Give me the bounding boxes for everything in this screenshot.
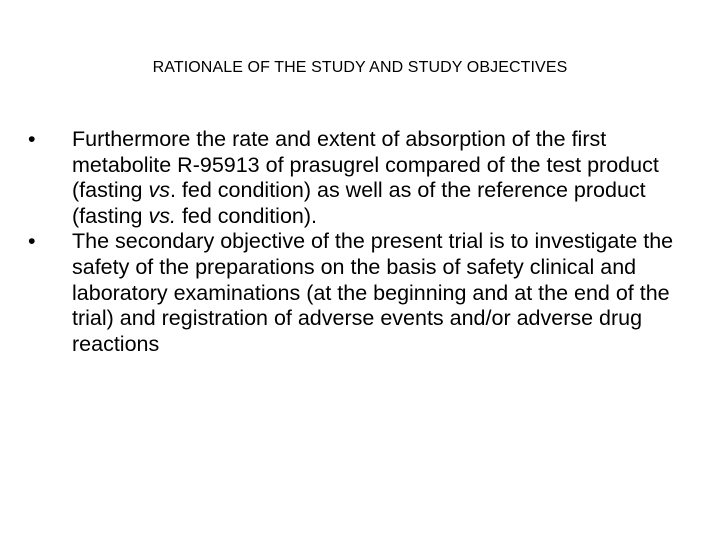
text-segment: fed condition). bbox=[175, 203, 317, 228]
bullet-text bbox=[72, 127, 706, 229]
text-segment: . fed condition) as well as of the reference product (fasting bbox=[72, 178, 646, 228]
bullet-text bbox=[72, 229, 706, 357]
bullet-item-secondary-objective bbox=[26, 229, 706, 357]
text-segment: The secondary objective of the present trial is to investigate the safety of the preparations on the basis of safety clinical and laboratory examinations (at the beginning and at the end of the trial) and registration of adverse events and/or adverse drug reactions bbox=[72, 229, 674, 356]
text-segment: Furthermore the rate and extent of absorption of the first metabolite R-95913 of prasugrel compared of the test product (fasting bbox=[72, 127, 659, 203]
bullet-icon: • bbox=[28, 229, 36, 254]
italic-vs: vs. bbox=[148, 203, 176, 228]
italic-vs: vs bbox=[148, 178, 170, 203]
bullet-icon: • bbox=[28, 127, 36, 151]
slide-title: RATIONALE OF THE STUDY AND STUDY OBJECTIVES bbox=[152, 59, 568, 76]
bullet-list bbox=[26, 127, 706, 357]
bullet-item-absorption bbox=[26, 127, 706, 229]
